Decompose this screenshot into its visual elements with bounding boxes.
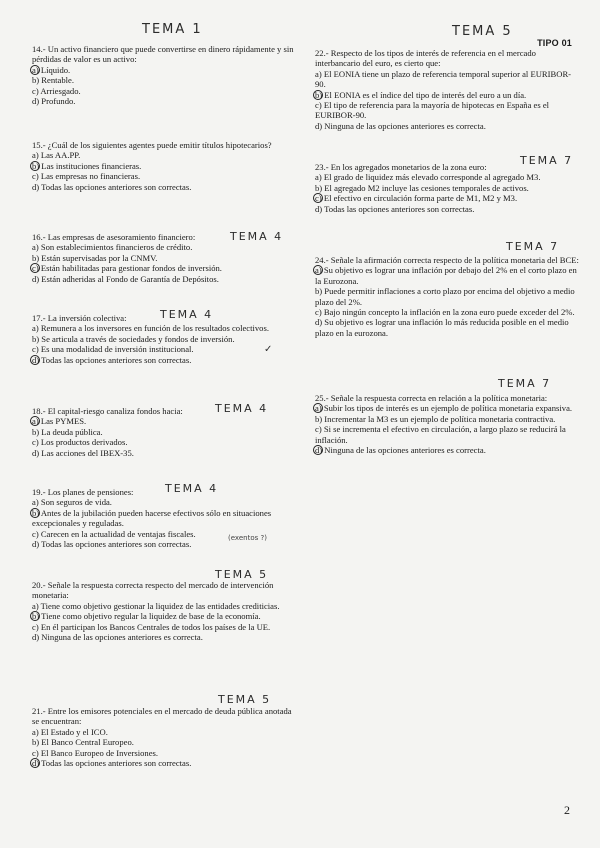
question-stem: 25.- Señale la respuesta correcta en relación a la política monetaria:: [315, 393, 548, 403]
question-stem: 22.- Respecto de los tipos de interés de referencia en el mercado interbancario del euro, es cierto que:: [315, 48, 536, 69]
option-c[interactable]: c) Arriesgado.: [32, 85, 81, 96]
question-24: [315, 255, 580, 338]
answer-circle-mark: [30, 355, 40, 365]
question-stem: 17.- La inversión colectiva:: [32, 313, 127, 323]
answer-circle-mark: [30, 508, 40, 518]
option-d[interactable]: d) Están adheridas al Fondo de Garantía de Depósitos.: [32, 273, 219, 284]
option-a[interactable]: a) Tiene como objetivo gestionar la liquidez de las entidades crediticias.: [32, 600, 280, 611]
option-d[interactable]: d) Profundo.: [32, 96, 76, 107]
option-b[interactable]: b) El Banco Central Europeo.: [32, 737, 134, 748]
option-c[interactable]: c) Bajo ningún concepto la inflación en la zona euro puede exceder del 2%.: [315, 307, 575, 318]
option-d[interactable]: d) Las acciones del IBEX-35.: [32, 447, 134, 458]
question-18: [32, 406, 297, 458]
handwritten-tema-1: TEMA 1: [142, 22, 203, 37]
page-number: 2: [564, 803, 570, 817]
option-d[interactable]: d) Ninguna de las opciones anteriores es correcta.: [32, 632, 203, 643]
question-stem: 21.- Entre los emisores potenciales en el mercado de deuda pública anotada se encuentran:: [32, 706, 292, 727]
question-19: [32, 487, 297, 549]
question-15: [32, 140, 297, 192]
question-16: [32, 232, 297, 284]
option-c[interactable]: c) Si se incrementa el efectivo en circulación, a largo plazo se reducirá la inflación.: [315, 424, 566, 445]
option-d[interactable]: d) Ninguna de las opciones anteriores es correcta.: [315, 120, 486, 131]
option-c[interactable]: c) Los productos derivados.: [32, 437, 128, 448]
option-d[interactable]: d) Todas las opciones anteriores son correctas.: [315, 203, 475, 214]
option-d[interactable]: d) Todas las opciones anteriores son correctas.: [32, 539, 192, 550]
option-b[interactable]: b) Puede permitir inflaciones a corto plazo por encima del objetivo a medio plazo del 2%.: [315, 286, 575, 307]
option-c[interactable]: c) En él participan los Bancos Centrales de todos los países de la UE.: [32, 621, 271, 632]
question-stem: 14.- Un activo financiero que puede convertirse en dinero rápidamente y sin pérdidas de valor es un activo:: [32, 44, 294, 65]
question-stem: 20.- Señale la respuesta correcta respecto del mercado de intervención monetaria:: [32, 580, 274, 601]
answer-circle-mark: [313, 90, 323, 100]
option-a[interactable]: a) Su objetivo es lograr una inflación por debajo del 2% en el corto plazo en la Eurozona.: [315, 265, 577, 286]
question-17: [32, 313, 297, 365]
option-b[interactable]: b) La deuda pública.: [32, 426, 103, 437]
handwritten-tema-4-q19: TEMA 4: [165, 482, 219, 495]
question-stem: 16.- Las empresas de asesoramiento financiero:: [32, 232, 196, 242]
handwritten-tema-7-q23: TEMA 7: [520, 154, 574, 167]
option-c[interactable]: c) Las empresas no financieras.: [32, 171, 141, 182]
option-a[interactable]: a) Son establecimientos financieros de crédito.: [32, 242, 193, 253]
option-a[interactable]: a) Son seguros de vida.: [32, 497, 112, 508]
option-d[interactable]: d) Todas las opciones anteriores son correctas.: [32, 758, 192, 769]
option-a[interactable]: a) Las PYMES.: [32, 416, 87, 427]
option-b[interactable]: b) Están supervisadas por la CNMV.: [32, 252, 158, 263]
option-a[interactable]: a) El Estado y el ICO.: [32, 726, 108, 737]
question-stem: 15.- ¿Cuál de los siguientes agentes puede emitir títulos hipotecarios?: [32, 140, 272, 150]
question-stem: 19.- Los planes de pensiones:: [32, 487, 134, 497]
answer-circle-mark: [30, 758, 40, 768]
option-b[interactable]: b) Incrementar la M3 es un ejemplo de política monetaria contractiva.: [315, 413, 556, 424]
option-a[interactable]: a) El grado de liquidez más elevado corresponde al agregado M3.: [315, 172, 541, 183]
answer-circle-mark: [30, 161, 40, 171]
option-b[interactable]: b) Rentable.: [32, 75, 74, 86]
option-b[interactable]: b) El agregado M2 incluye las cesiones temporales de activos.: [315, 182, 529, 193]
exam-type-label: TIPO 01: [537, 38, 572, 48]
option-c[interactable]: c) Es una modalidad de inversión institucional.: [32, 344, 194, 355]
option-c[interactable]: c) El tipo de referencia para la mayoría de hipotecas en España es el EURIBOR-90.: [315, 100, 550, 121]
answer-circle-mark: [313, 445, 323, 455]
handwritten-check: ✓: [264, 344, 273, 355]
question-21: [32, 706, 297, 768]
question-20: [32, 580, 297, 642]
option-b[interactable]: b) Se articula a través de sociedades y fondos de inversión.: [32, 333, 235, 344]
handwritten-tema-7-q25: TEMA 7: [498, 377, 552, 390]
option-a[interactable]: a) Remunera a los inversores en función de los resultados colectivos.: [32, 323, 269, 334]
question-14: [32, 44, 297, 106]
option-c[interactable]: c) Están habilitadas para gestionar fondos de inversión.: [32, 263, 222, 274]
handwritten-note-q19: (exentos ?): [228, 534, 267, 542]
option-b[interactable]: b) Tiene como objetivo regular la liquidez de base de la economía.: [32, 611, 261, 622]
question-stem: 18.- El capital-riesgo canaliza fondos hacia:: [32, 406, 183, 416]
option-d[interactable]: d) Todas las opciones anteriores son correctas.: [32, 181, 192, 192]
option-d[interactable]: d) Todas las opciones anteriores son correctas.: [32, 354, 192, 365]
question-22: [315, 48, 580, 131]
question-23: [315, 162, 580, 214]
handwritten-tema-4-q17: TEMA 4: [160, 308, 214, 321]
handwritten-tema-5-q20: TEMA 5: [215, 568, 269, 581]
option-c[interactable]: c) Carecen en la actualidad de ventajas fiscales.: [32, 528, 196, 539]
question-25: [315, 393, 580, 455]
question-stem: 24.- Señale la afirmación correcta respecto de la política monetaria del BCE:: [315, 255, 579, 265]
option-b[interactable]: b) Antes de la jubilación pueden hacerse efectivos sólo en situaciones excepcionales y reguladas.: [32, 507, 272, 529]
handwritten-tema-4-q16: TEMA 4: [230, 230, 284, 243]
answer-circle-mark: [30, 65, 40, 75]
option-b[interactable]: b) Las instituciones financieras.: [32, 160, 142, 171]
option-d[interactable]: d) Ninguna de las opciones anteriores es correcta.: [315, 445, 486, 456]
option-a[interactable]: a) El EONIA tiene un plazo de referencia temporal superior al EURIBOR-90.: [315, 68, 572, 90]
option-d[interactable]: d) Su objetivo es lograr una inflación lo más reducida posible en el medio plazo en la eurozona.: [315, 317, 569, 338]
option-c[interactable]: c) El efectivo en circulación forma parte de M1, M2 y M3.: [315, 193, 518, 204]
option-b[interactable]: b) El EONIA es el índice del tipo de interés del euro a un día.: [315, 89, 527, 100]
option-a[interactable]: a) Subir los tipos de interés es un ejemplo de política monetaria expansiva.: [315, 403, 573, 414]
question-stem: 23.- En los agregados monetarios de la zona euro:: [315, 162, 487, 172]
handwritten-tema-5-top: TEMA 5: [452, 24, 513, 39]
option-c[interactable]: c) El Banco Europeo de Inversiones.: [32, 747, 158, 758]
handwritten-tema-7-q24: TEMA 7: [506, 240, 560, 253]
option-a[interactable]: a) Las AA.PP.: [32, 150, 81, 161]
option-a[interactable]: a) Líquido.: [32, 64, 71, 75]
handwritten-tema-4-q18: TEMA 4: [215, 402, 269, 415]
handwritten-tema-5-q21: TEMA 5: [218, 693, 272, 706]
